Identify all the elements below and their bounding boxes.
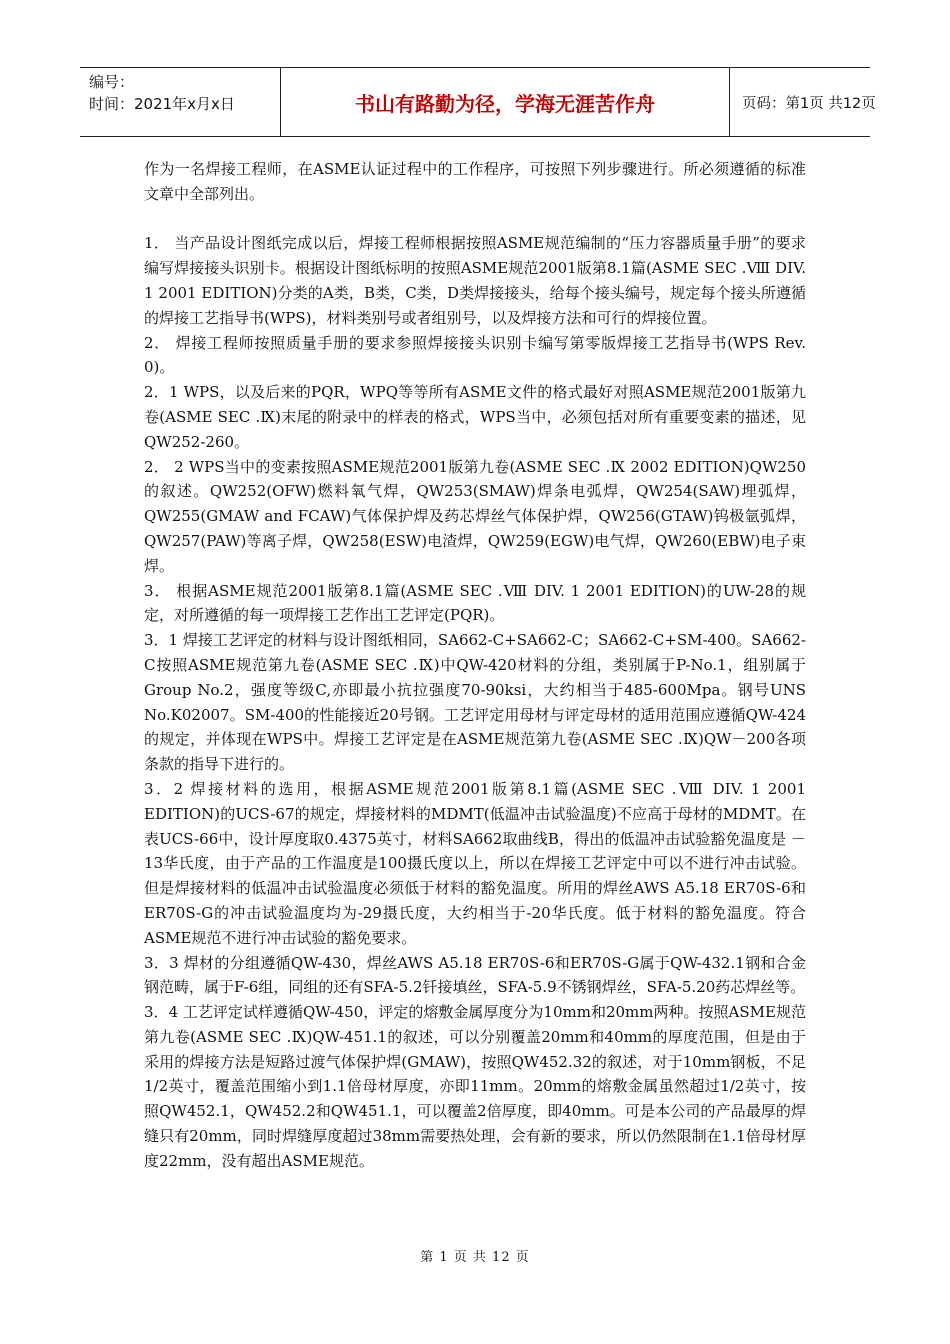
document-number-label: 编号： — [89, 73, 135, 91]
section-2-paragraph: 2． 焊接工程师按照质量手册的要求参照焊接接头识别卡编写第零版焊接工艺指导书(WPS Rev. 0)。 — [144, 333, 806, 377]
section-2-2-paragraph: 2． 2 WPS当中的变素按照ASME规范2001版第九卷(ASME SEC .Ⅸ 2002 EDITION)QW250的叙述。QW252(OFW)燃料氧气焊，QW253(SMAW)焊条电弧焊，QW254(SAW)埋弧焊，QW255(GMAW and FCAW)气体保护焊及药芯焊丝气体保护焊，QW256(GTAW)钨极氩弧焊，QW257(PAW)等离子焊，QW258(ESW)电渣焊，QW259(EGW)电气焊，QW260(EBW)电子束焊。 — [144, 457, 806, 575]
document-body — [144, 157, 806, 1174]
section-2-1-paragraph: 2．1 WPS，以及后来的PQR，WPQ等等所有ASME文件的格式最好对照ASME规范2001版第九卷(ASME SEC .Ⅸ)末尾的附录中的样表的格式，WPS当中，必须包括对所有重要变素的描述，见QW252-260。 — [144, 383, 806, 451]
document-date-label: 时间：2021年x月x日 — [89, 95, 235, 113]
header-info-cell — [80, 68, 280, 136]
section-3-4-paragraph: 3．4 工艺评定试样遵循QW-450，评定的熔敷金属厚度分为10mm和20mm两种。按照ASME规范第九卷(ASME SEC .Ⅸ)QW-451.1的叙述，可以分别覆盖20mm和40mm的厚度范围，但是由于采用的焊接方法是短路过渡气体保护焊(GMAW)，按照QW452.32的叙述，对于10mm钢板，不足1/2英寸，覆盖范围缩小到1.1倍母材厚度，亦即11mm。20mm的熔敷金属虽然超过1/2英寸，按照QW452.1，QW452.2和QW451.1，可以覆盖2倍厚度，即40mm。可是本公司的产品最厚的焊缝只有20mm，同时焊缝厚度超过38mm需要热处理，会有新的要求，所以仍然限制在1.1倍母材厚度22mm，没有超出ASME规范。 — [144, 1003, 806, 1170]
section-3-paragraph: 3． 根据ASME规范2001版第8.1篇(ASME SEC .Ⅷ DIV. 1 2001 EDITION)的UW-28的规定，对所遵循的每一项焊接工艺作出工艺评定(PQR)。 — [144, 581, 806, 625]
section-3-2-paragraph: 3．2 焊接材料的选用，根据ASME规范2001版第8.1篇(ASME SEC .Ⅷ DIV. 1 2001 EDITION)的UCS-67的规定，焊接材料的MDMT(低温冲击试验温度)不应高于母材的MDMT。在表UCS-66中，设计厚度取0.4375英寸，材料SA662取曲线B，得出的低温冲击试验豁免温度是 －13华氏度，由于产品的工作温度是100摄氏度以上，所以在焊接工艺评定中可以不进行冲击试验。但是焊接材料的低温冲击试验温度必须低于材料的豁免温度。所用的焊丝AWS A5.18 ER70S-6和ER70S-G的冲击试验温度均为-29摄氏度，大约相当于-20华氏度。低于材料的豁免温度。符合ASME规范不进行冲击试验的豁免要求。 — [144, 779, 806, 947]
section-1-paragraph: 1． 当产品设计图纸完成以后，焊接工程师根据按照ASME规范编制的“压力容器质量手册”的要求编写焊接接头识别卡。根据设计图纸标明的按照ASME规范2001版第8.1篇(ASME SEC .Ⅷ DIV. 1 2001 EDITION)分类的A类，B类，C类，D类焊接接头，给每个接头编号，规定每个接头所遵循的焊接工艺指导书(WPS)，材料类别号或者组别号，以及焊接方法和可行的焊接位置。 — [144, 234, 806, 327]
section-3-1-paragraph: 3．1 焊接工艺评定的材料与设计图纸相同，SA662-C+SA662-C；SA662-C+SM-400。SA662-C按照ASME规范第九卷(ASME SEC .Ⅸ)中QW-420材料的分组，类别属于P-No.1，组别属于Group No.2，强度等级C,亦即最小抗拉强度70-90ksi，大约相当于485-600Mpa。钢号UNS No.K02007。SM-400的性能接近20号钢。工艺评定用母材与评定母材的适用范围应遵循QW-424的规定，并体现在WPS中。焊接工艺评定是在ASME规范第九卷(ASME SEC .Ⅸ)QW－200各项条款的指导下进行的。 — [144, 631, 806, 774]
intro-paragraph: 作为一名焊接工程师，在ASME认证过程中的工作程序，可按照下列步骤进行。所必须遵循的标准文章中全部列出。 — [144, 160, 806, 203]
header-page-info: 页码：第1页 共12页 — [742, 95, 876, 112]
page-footer: 第 1 页 共 12 页 — [420, 1250, 530, 1265]
header-motto: 书山有路勤为径，学海无涯苦作舟 — [280, 68, 730, 136]
page-header — [80, 67, 876, 137]
section-3-3-paragraph: 3．3 焊材的分组遵循QW-430，焊丝AWS A5.18 ER70S-6和ER70S-G属于QW-432.1钢和合金钢范畴，属于F-6组，同组的还有SFA-5.2钎接填丝，SFA-5.9不锈钢焊丝，SFA-5.20药芯焊丝等。 — [144, 953, 806, 997]
